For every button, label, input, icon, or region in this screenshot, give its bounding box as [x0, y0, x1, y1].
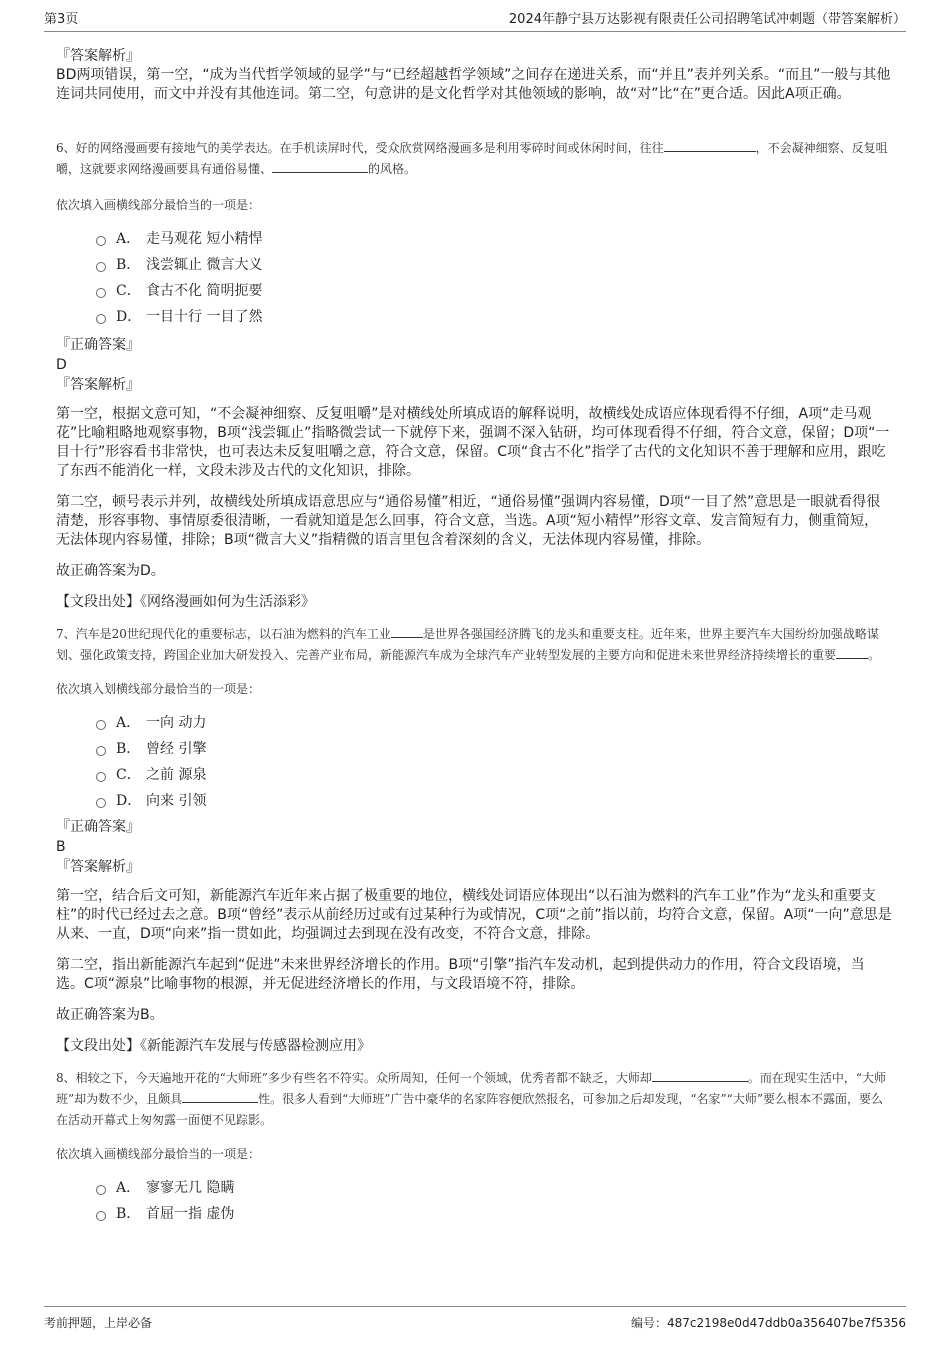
question-6-options [96, 225, 892, 329]
source-citation: 【文段出处】《网络漫画如何为生活添彩》 [56, 594, 315, 610]
analysis-conclusion: 故正确答案为D。 [56, 563, 165, 579]
option-b[interactable]: B． 浅尝辄止 微言大义 [96, 251, 892, 277]
correct-answer-label: 『正确答案』 [56, 819, 140, 835]
answer-analysis-text: BD两项错误，第一空，“成为当代哲学领域的显学”与“已经超越哲学领域”之间存在递进关系，而“并且”表并列关系。“而且”一般与其他连词共同使用，而文中并没有其他连词。第二空，句意讲的是文化哲学对其他领域的影响，故“对”比“在”更合适。因此A项正确。 [56, 67, 891, 102]
document-code: 编号：487c2198e0d47ddb0a356407be7f5356 [630, 1315, 906, 1330]
radio-icon[interactable] [96, 288, 106, 298]
option-a[interactable]: A． 寥寥无几 隐瞒 [96, 1174, 892, 1200]
question-7-stem: 7、汽车是20世纪现代化的重要标志，以石油为燃料的汽车工业 是世界各强国经济腾飞的龙头和重要支柱。近年来，世界主要汽车大国纷纷加强战略谋划、强化政策支持，跨国企业加大研发投入、完善产业布局，新能源汽车成为全球汽车产业转型发展的主要方向和促进未来世界经济持续增长的重要 。 [56, 627, 881, 662]
fill-blank [836, 646, 868, 659]
page-number: 第3页 [44, 12, 79, 27]
question-8-options [96, 1174, 892, 1226]
option-a[interactable]: A． 一向 动力 [96, 709, 892, 735]
radio-icon[interactable] [96, 1211, 106, 1221]
radio-icon[interactable] [96, 262, 106, 272]
radio-icon[interactable] [96, 746, 106, 756]
analysis-paragraph: 第二空，指出新能源汽车起到“促进”未来世界经济增长的作用。B项“引擎”指汽车发动机，起到提供动力的作用，符合文段语境，当选。C项“源泉”比喻事物的根源，并无促进经济增长的作用，与文段语境不符，排除。 [56, 957, 865, 992]
question-7-instruction: 依次填入划横线部分最恰当的一项是： [56, 682, 261, 696]
radio-icon[interactable] [96, 798, 106, 808]
fill-blank [182, 1090, 258, 1103]
option-c[interactable]: C． 之前 源泉 [96, 761, 892, 787]
question-6-stem: 6、好的网络漫画要有接地气的美学表达。在手机读屏时代，受众欣赏网络漫画多是利用零碎时间或休闲时间，往往 ，不会凝神细察、反复咀嚼，这就要求网络漫画要具有通俗易懂、 的风格。 [56, 141, 888, 176]
page-header [44, 8, 906, 32]
fill-blank [391, 625, 423, 638]
footer-slogan: 考前押题，上岸必备 [44, 1315, 153, 1330]
document-title: 2024年静宁县万达影视有限责任公司招聘笔试冲刺题（带答案解析） [508, 12, 906, 27]
option-d[interactable]: D． 一目十行 一目了然 [96, 303, 892, 329]
correct-answer: D [56, 357, 67, 373]
answer-analysis-label: 『答案解析』 [56, 859, 140, 875]
option-b[interactable]: B． 首屈一指 虚伪 [96, 1200, 892, 1226]
radio-icon[interactable] [96, 720, 106, 730]
radio-icon[interactable] [96, 314, 106, 324]
option-b[interactable]: B． 曾经 引擎 [96, 735, 892, 761]
option-d[interactable]: D． 向来 引领 [96, 787, 892, 813]
radio-icon[interactable] [96, 772, 106, 782]
question-8-instruction: 依次填入画横线部分最恰当的一项是： [56, 1147, 261, 1161]
analysis-conclusion: 故正确答案为B。 [56, 1007, 164, 1023]
analysis-paragraph: 第一空，结合后文可知，新能源汽车近年来占据了极重要的地位，横线处词语应体现出“以石油为燃料的汽车工业”作为“龙头和重要支柱”的时代已经过去之意。B项“曾经”表示从前经历过或有过某种行为或情况，C项“之前”指以前，均符合文意，保留。A项“一向”意思是从来、一直，D项“向来”指一贯如此，均强调过去到现在没有改变，不符合文意，排除。 [56, 888, 892, 942]
radio-icon[interactable] [96, 1185, 106, 1195]
answer-analysis-label: 『答案解析』 [56, 377, 140, 393]
option-c[interactable]: C． 食古不化 简明扼要 [96, 277, 892, 303]
source-citation: 【文段出处】《新能源汽车发展与传感器检测应用》 [56, 1038, 371, 1054]
fill-blank [664, 139, 756, 152]
analysis-paragraph: 第二空，顿号表示并列，故横线处所填成语意思应与“通俗易懂”相近，“通俗易懂”强调内容易懂，D项“一目了然”意思是一眼就看得很清楚，形容事物、事情原委很清晰，一看就知道是怎么回事，符合文意，当选。A项“短小精悍”形容文章、发言简短有力，侧重简短，无法体现内容易懂，排除；B项“微言大义”指精微的语言里包含着深刻的含义，无法体现内容易懂，排除。 [56, 494, 881, 548]
page-footer [44, 1306, 906, 1337]
correct-answer-label: 『正确答案』 [56, 337, 140, 353]
option-a[interactable]: A． 走马观花 短小精悍 [96, 225, 892, 251]
fill-blank [652, 1069, 748, 1082]
correct-answer: B [56, 839, 66, 855]
analysis-paragraph: 第一空，根据文意可知，“不会凝神细察、反复咀嚼”是对横线处所填成语的解释说明，故横线处成语应体现看得不仔细，A项“走马观花”比喻粗略地观察事物，B项“浅尝辄止”指略微尝试一下就停下来，强调不深入钻研，均可体现看得不仔细，符合文意，保留；D项“一目十行”形容看书非常快，也可表达未反复咀嚼之意，符合文意，保留。C项“食古不化”指学了古代的文化知识不善于理解和应用，跟吃了东西不能消化一样，文段未涉及古代的文化知识，排除。 [56, 406, 890, 479]
answer-analysis-label: 『答案解析』 [56, 48, 140, 64]
question-8-stem: 8、相较之下，今天遍地开花的“大师班”多少有些名不符实。众所周知，任何一个领域，优秀者都不缺乏，大师却 。而在现实生活中，“大师班”却为数不少，且颇具 性。很多人看到“大师班”广告中豪华的名家阵容便欣然报名，可参加之后却发现，“名家”“大师”要么根本不露面，要么在活动开幕式上匆匆露一面便不见踪影。 [56, 1071, 887, 1127]
fill-blank [272, 160, 368, 173]
document-body [56, 46, 892, 1226]
radio-icon[interactable] [96, 236, 106, 246]
question-7-options [96, 709, 892, 813]
question-6-instruction: 依次填入画横线部分最恰当的一项是： [56, 198, 261, 212]
